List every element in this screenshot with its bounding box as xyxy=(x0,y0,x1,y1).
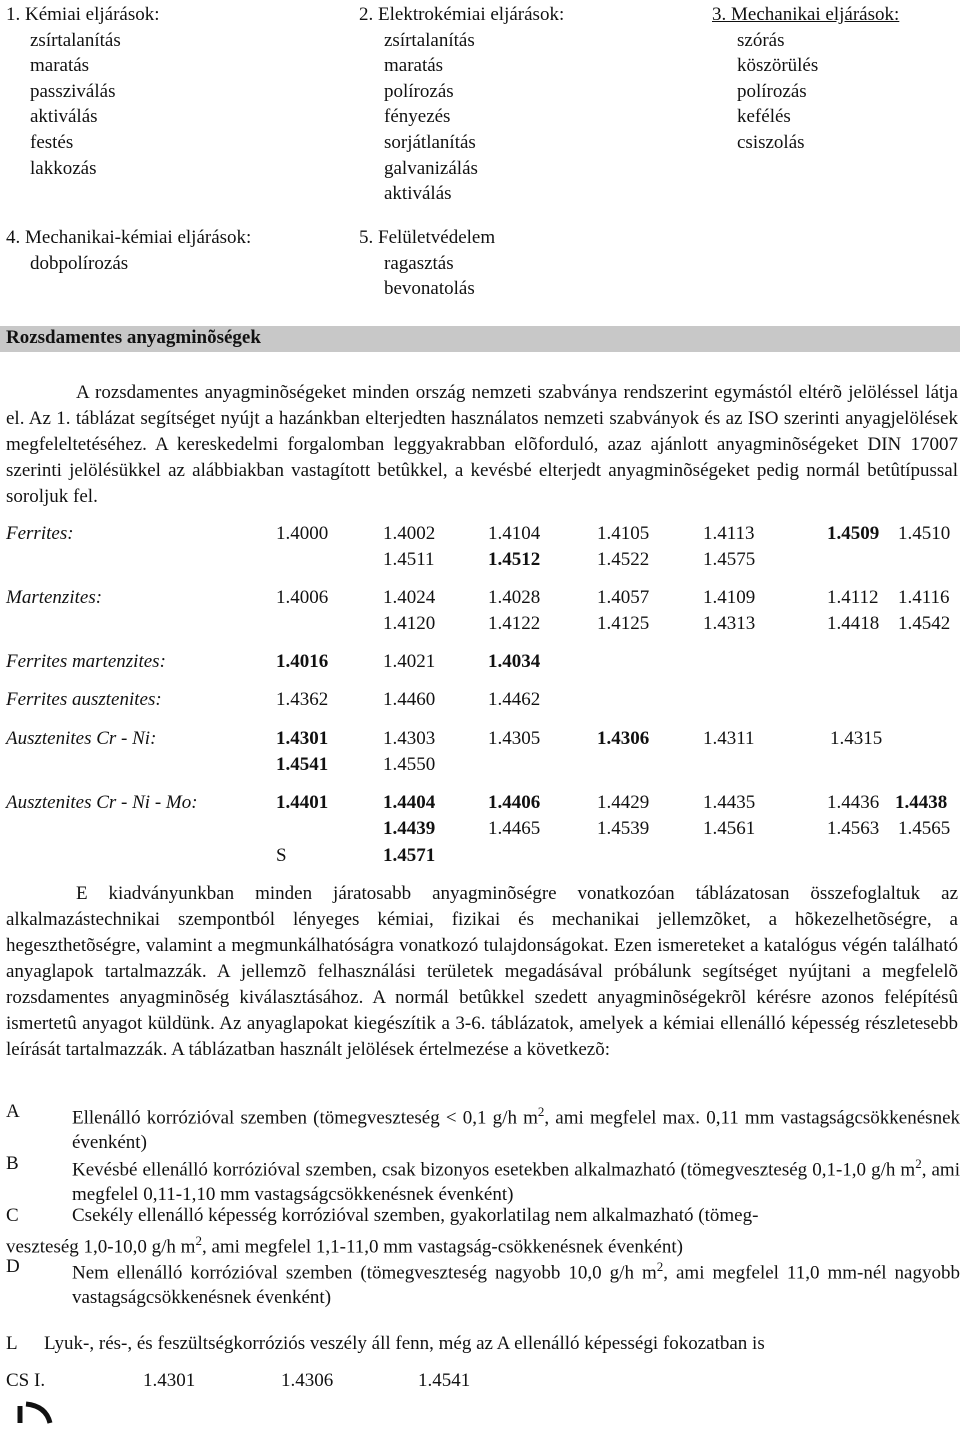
cs-value: 1.4541 xyxy=(418,1370,471,1391)
grade-value: 1.4362 xyxy=(276,689,329,710)
legend-letter: D xyxy=(6,1256,20,1277)
grade-value: 1.4565 xyxy=(898,818,951,839)
publication-paragraph xyxy=(6,881,958,1063)
grade-label-ausztenites-cr-ni: Ausztenites Cr - Ni: xyxy=(6,728,157,749)
grade-value: 1.4563 xyxy=(827,818,880,839)
vedelem-list xyxy=(359,225,495,302)
intro-text: A rozsdamentes anyagminõségeket minden ország nemzeti szabványa rendszerint egymástól eltérõ jelöléssel látja el. Az 1. táblázat segítséget nyújt a hazánkban elterjedten használatos nemzeti szabványok és az ISO szerinti anyagjelölések megfeleltetéséhez. A kereskedelmi forgalomban leggyakrabban elõforduló, azaz ajánlott anyagminõségeket DIN 17007 szerinti jelölésükkel az alábbiakban vastagított betûkkel, a kevésbé elterjedt anyagminõségeket pedig normál betûtípussal soroljuk fel. xyxy=(6,382,958,507)
legend-text: Ellenálló korrózióval szemben (tömegveszteség < 0,1 g/h m xyxy=(72,1107,538,1129)
grade-value: 1.4511 xyxy=(383,549,435,570)
grade-value: 1.4057 xyxy=(597,587,650,608)
list-item: köszörülés xyxy=(737,55,819,77)
grade-label-ferrites: Ferrites: xyxy=(6,523,74,544)
cs-value: 1.4301 xyxy=(143,1370,196,1391)
grade-value: 1.4303 xyxy=(383,728,436,749)
grade-value: 1.4002 xyxy=(383,523,436,544)
list-item: zsírtalanítás xyxy=(30,29,121,51)
mech-list xyxy=(712,2,899,156)
grade-value: 1.4575 xyxy=(703,549,756,570)
grade-value: 1.4311 xyxy=(703,728,755,749)
grade-label-s: S xyxy=(276,845,287,866)
mechkem-title: 4. Mechanikai-kémiai eljárások: xyxy=(6,227,252,248)
grade-value: 1.4512 xyxy=(488,549,541,570)
grade-value: 1.4105 xyxy=(597,523,650,544)
grade-value: 1.4021 xyxy=(383,651,436,672)
elektro-list xyxy=(359,2,564,207)
grade-value: 1.4418 xyxy=(827,613,880,634)
grade-value: 1.4510 xyxy=(898,523,951,544)
intro-paragraph xyxy=(6,380,958,510)
grade-value: 1.4561 xyxy=(703,818,756,839)
legend-letter: C xyxy=(6,1205,19,1226)
grade-value: 1.4541 xyxy=(276,754,329,775)
list-item: kefélés xyxy=(737,106,791,128)
legend-text: , ami megfelel max. 0,11 mm vastagságcsökkenésnek évenként) xyxy=(72,1107,960,1154)
list-item: bevonatolás xyxy=(384,278,475,300)
legend-text: Csekély ellenálló képesség korrózióval szemben, gyakorlatilag nem alkalmazható (tömeg- xyxy=(72,1205,759,1226)
grade-value: 1.4406 xyxy=(488,792,541,813)
legend-text: , ami megfelel 1,1-11,0 mm vastagság-csökkenésnek évenként) xyxy=(201,1236,683,1258)
grade-value: 1.4462 xyxy=(488,689,541,710)
arc-logo-icon xyxy=(16,1400,56,1440)
list-item: aktiválás xyxy=(30,106,98,128)
grade-value: 1.4522 xyxy=(597,549,650,570)
legend-item-a xyxy=(6,1099,960,1154)
mechkem-list xyxy=(6,225,251,276)
grade-value: 1.4016 xyxy=(276,651,329,672)
grade-value: 1.4460 xyxy=(383,689,436,710)
grade-label-ferrites-ausztenites: Ferrites ausztenites: xyxy=(6,689,162,710)
grade-value: 1.4439 xyxy=(383,818,436,839)
list-item: festés xyxy=(30,131,74,153)
list-item: polírozás xyxy=(384,80,454,102)
list-item: polírozás xyxy=(737,80,807,102)
list-item: dobpolírozás xyxy=(30,252,129,274)
list-item: sorjátlanítás xyxy=(384,131,476,153)
grade-value: 1.4401 xyxy=(276,792,329,813)
grade-value: 1.4116 xyxy=(898,587,950,608)
grade-value: 1.4438 xyxy=(895,792,948,813)
grade-label-ferrites-martenzites: Ferrites martenzites: xyxy=(6,651,166,672)
grade-value: 1.4435 xyxy=(703,792,756,813)
list-item: maratás xyxy=(30,55,90,77)
list-item: aktiválás xyxy=(384,183,452,205)
legend-sup: 2 xyxy=(537,1104,545,1119)
grade-value: 1.4429 xyxy=(597,792,650,813)
grade-value: 1.4313 xyxy=(703,613,756,634)
grade-value: 1.4028 xyxy=(488,587,541,608)
grade-value: 1.4122 xyxy=(488,613,541,634)
grade-value: 1.4120 xyxy=(383,613,436,634)
grade-value: 1.4306 xyxy=(597,728,650,749)
grade-value: 1.4550 xyxy=(383,754,436,775)
legend-sup: 2 xyxy=(656,1259,664,1274)
list-item: galvanizálás xyxy=(384,157,478,179)
grade-label-martenzites: Martenzites: xyxy=(6,587,103,608)
grade-value: 1.4305 xyxy=(488,728,541,749)
grade-value: 1.4125 xyxy=(597,613,650,634)
legend-text: Kevésbé ellenálló korrózióval szemben, csak bizonyos esetekben alkalmazható (tömegveszteség 0,1-1,0 g/h m xyxy=(72,1159,916,1181)
grade-value: 1.4024 xyxy=(383,587,436,608)
grade-value: 1.4109 xyxy=(703,587,756,608)
mech-title: 3. Mechanikai eljárások: xyxy=(712,4,900,25)
grade-value: 1.4571 xyxy=(383,845,436,866)
legend-text: , ami megfelel 0,11-1,10 mm vastagságcsökkenésnek évenként) xyxy=(72,1159,960,1206)
publication-text: E kiadványunkban minden járatosabb anyagminõségre vonatkozóan táblázatosan összefoglaltuk az alkalmazástechnikai szempontból lényeges kémiai, fizikai és mechanikai jellemzõket, a hõkezelhetõségre, a hegeszthetõségre, valamint a megmunkálhatóságra vonatkozó tulajdonságokat. Ezen ismereteket a katalógus végén található anyaglapok tartalmazzák. A jellemzõ felhasználási területek megadásával próbálunk segítséget nyújtani a megfelelõ rozsdamentes anyagminõség kiválasztásához. A normál betûkkel szedett anyagminõségekrõl kérésre azonos felépítésû ismertetû anyagot küldünk. Az anyaglapokat kiegészítik a 3-6. táblázatok, amelyek a kémiai ellenálló képesség részletesebb leírását tartalmazzák. A táblázatban használt jelölések értelmezése a következõ: xyxy=(6,883,958,1060)
grade-value: 1.4404 xyxy=(383,792,436,813)
grade-value: 1.4113 xyxy=(703,523,755,544)
grade-value: 1.4509 xyxy=(827,523,880,544)
legend-letter: B xyxy=(6,1153,19,1174)
legend-letter: A xyxy=(6,1101,20,1122)
kemiai-title: 1. Kémiai eljárások: xyxy=(6,4,160,25)
legend-letter: L xyxy=(6,1333,18,1354)
elektro-title: 2. Elektrokémiai eljárások: xyxy=(359,4,565,25)
vedelem-title: 5. Felületvédelem xyxy=(359,227,496,248)
list-item: szórás xyxy=(737,29,785,51)
grade-value: 1.4539 xyxy=(597,818,650,839)
legend-sup: 2 xyxy=(915,1156,922,1171)
cs-value: 1.4306 xyxy=(281,1370,334,1391)
grade-value: 1.4034 xyxy=(488,651,541,672)
cs-label: CS I. xyxy=(6,1370,46,1391)
legend-item-l xyxy=(6,1331,960,1357)
legend-text: , ami megfelel 11,0 mm-nél nagyobb vastagságcsökkenésnek évenként) xyxy=(72,1262,960,1309)
section-title: Rozsdamentes anyagminõségek xyxy=(6,327,261,348)
legend-item-d xyxy=(6,1254,960,1309)
grade-value: 1.4112 xyxy=(827,587,879,608)
list-item: ragasztás xyxy=(384,252,454,274)
kemiai-list xyxy=(6,2,160,181)
grade-value: 1.4542 xyxy=(898,613,951,634)
grade-value: 1.4104 xyxy=(488,523,541,544)
legend-text: Nem ellenálló korrózióval szemben (tömegveszteség nagyobb 10,0 g/h m xyxy=(72,1262,657,1284)
list-item: csiszolás xyxy=(737,131,805,153)
list-item: lakkozás xyxy=(30,157,97,179)
list-item: maratás xyxy=(384,55,444,77)
list-item: passziválás xyxy=(30,80,116,102)
grade-label-ausztenites-cr-ni-mo: Ausztenites Cr - Ni - Mo: xyxy=(6,792,198,813)
grade-value: 1.4301 xyxy=(276,728,329,749)
grade-value: 1.4006 xyxy=(276,587,329,608)
grade-value: 1.4315 xyxy=(830,728,883,749)
list-item: zsírtalanítás xyxy=(384,29,475,51)
section-header xyxy=(0,326,960,352)
grade-value: 1.4465 xyxy=(488,818,541,839)
list-item: fényezés xyxy=(384,106,451,128)
grade-value: 1.4436 xyxy=(827,792,880,813)
legend-item-b xyxy=(6,1151,960,1206)
legend-item-c xyxy=(6,1203,960,1258)
legend-sup: 2 xyxy=(195,1233,202,1248)
legend-text: veszteség 1,0-10,0 g/h m xyxy=(6,1236,196,1258)
grade-value: 1.4000 xyxy=(276,523,329,544)
legend-text: Lyuk-, rés-, és feszültségkorróziós veszély áll fenn, még az A ellenálló képességi fokozatban is xyxy=(44,1333,765,1354)
